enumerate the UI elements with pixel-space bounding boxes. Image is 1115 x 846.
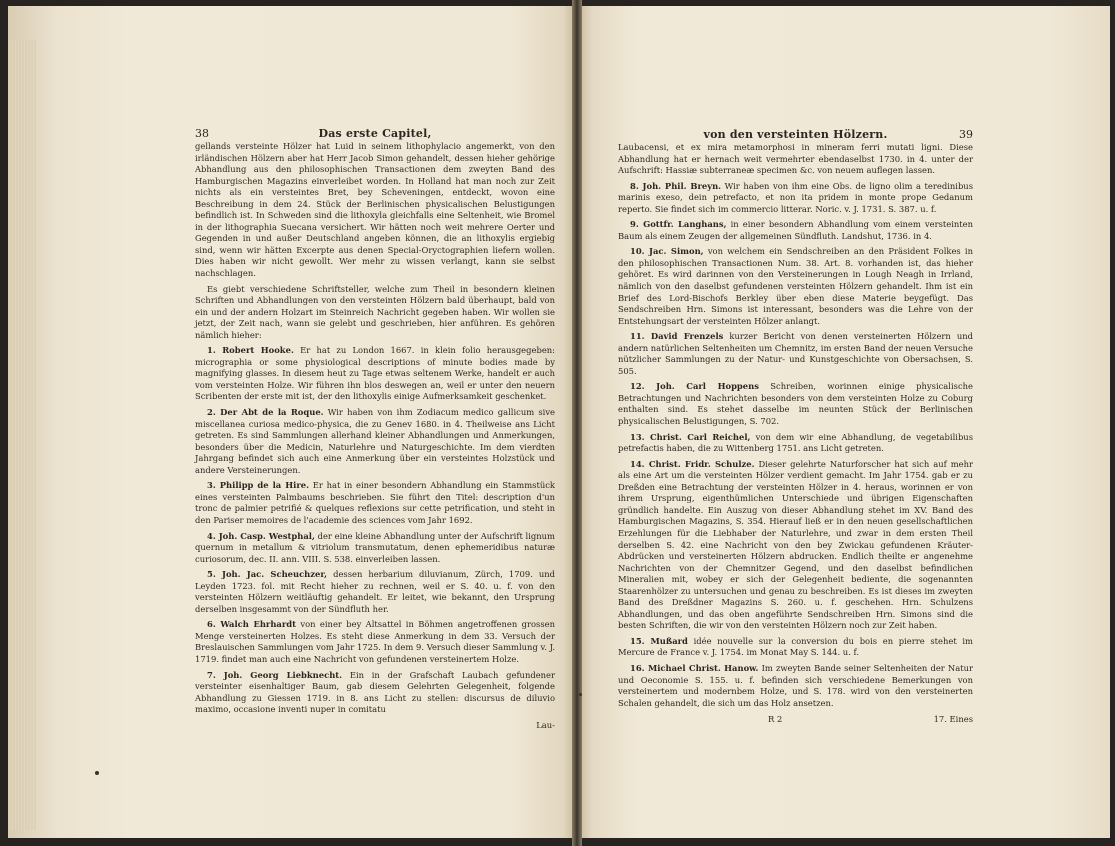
paragraph-text: gellands versteinte Hölzer hat Luid in seinem lithophylacio angemerkt, von den irländischen Hölzern aber hat Herr Jacob Simon gehandelt, dessen hieher gehörige Abhandlung aus den philosophischen Transactionen dem zweyten Band des Hamburgischen Magazins einverleibet worden. In Holland hat man noch zur Zeit nichts als ein versteintes Bret, bey Scheveningen, entdeckt, wovon eine Beschreibung in dem 24. Stück der Berlinischen physicalischen Belustigungen befindlich ist. In Schweden sind die lithoxyla gleichfalls eine Seltenheit, wie Bromel in der lithographia Suecana versichert. Wir hätten noch weit mehrere Oerter und Gegenden in und außer Deutschland angeben können, die an lithoxylis ergiebig sind, wenn wir hätten Excerpte aus denen Special-Oryctographien liefern wollen. Dies haben wir nicht gewollt. Wer mehr zu wissen verlangt, kann sie selbst nachschlagen. bbox=[195, 141, 555, 279]
paragraph bbox=[195, 345, 555, 403]
paragraph-text: Schreiben, worinnen einige physicalische Betrachtungen und Nachrichten besonders von dem versteinten Holze zu Coburg enthalten sind. Es stehet dasselbe im neunten Stück der Berlinischen physicalischen Belustigungen, S. 702. bbox=[618, 381, 973, 427]
paragraph-text: Wir haben von ihm Zodiacum medico gallicum sive miscellanea curiosa medico-physica, die zu Genev 1680. in 4. Theilweise ans Licht getreten. Es sind Sammlungen allerhand kleiner Abhandlungen und Anmerkungen, besonders über die Medicin, Naturlehre und Naturgeschichte. Im dem vierdten Jahrgang befindet sich auch eine Anmerkung über ein versteintes Holzstück und andere Versteinerungen. bbox=[195, 407, 556, 475]
paragraph-text: von einer bey Altsattel in Böhmen angetroffenen grossen Menge versteinerten Holzes. Es steht diese Anmerkung in dem 33. Versuch der Breslauischen Sammlungen vom Jahr 1725. In dem 9. Versuch dieser Sammlung v. J. 1719. findet man auch eine Nachricht von gefundenen versteinertem Holze. bbox=[195, 619, 555, 664]
page-stack-edge bbox=[8, 40, 36, 830]
ink-spot bbox=[579, 693, 582, 696]
paragraph bbox=[618, 219, 973, 242]
entry-heading: 7. Joh. Georg Liebknecht. bbox=[207, 669, 343, 680]
paragraph-text: der eine kleine Abhandlung unter der Aufschrift lignum quernum in metallum & vitriolum transmutatum, denen ephemeridibus naturæ curiosorum, dec. II. ann. VIII. S. 538. einverleiben lassen. bbox=[195, 530, 555, 564]
paragraph-text: kurzer Bericht von denen versteinerten Hölzern und andern natürlichen Seltenheiten um Chemnitz, im ersten Band der neuen Versuche nützlicher Sammlungen zu der Natur- und Kunstgeschichte von Obersachsen, S. 505. bbox=[618, 331, 973, 376]
paragraph bbox=[195, 670, 555, 716]
paragraph bbox=[618, 459, 973, 632]
right-page-footer bbox=[618, 713, 973, 725]
entry-heading: 8. Joh. Phil. Breyn. bbox=[630, 180, 722, 191]
left-paragraphs bbox=[195, 141, 555, 716]
paragraph bbox=[618, 142, 973, 177]
paragraph bbox=[195, 141, 555, 280]
paragraph bbox=[618, 636, 973, 659]
paragraph-text: Im zweyten Bande seiner Seltenheiten der Natur und Oeconomie S. 155. u. f. befinden sich verschiedene Bemerkungen von versteinertem und modernbem Holze, und S. 178. wird von den versteinerten Schalen gehandelt, die sich um das Holz ansetzen. bbox=[618, 662, 973, 708]
entry-heading: 16. Michael Christ. Hanow. bbox=[630, 662, 759, 673]
paragraph bbox=[618, 432, 973, 455]
paragraph-text: Es giebt verschiedene Schriftsteller, welche zum Theil in besondern kleinen Schriften und Abhandlungen von den versteinten Hölzern bald überhaupt, bald von ein und der andern Holzart im Steinreich Nachricht gegeben haben. Wir wollen sie jetzt, der Zeit nach, wann sie gelebt und geschrieben, hier anführen. Es gehören nämlich hieher: bbox=[195, 283, 555, 340]
entry-heading: 15. Mußard bbox=[630, 635, 688, 646]
paragraph bbox=[195, 480, 555, 526]
paragraph-text: Er hat in einer besondern Abhandlung ein Stammstück eines versteinten Palmbaums beschrieben. Sie führt den Titel: description d'un tronc de palmier petrifié & quelques reflexions sur cette petrification, und steht in den Pariser memoires de l'academie des sciences vom Jahr 1692. bbox=[195, 480, 555, 525]
entry-heading: 2. Der Abt de la Roque. bbox=[207, 407, 324, 418]
page-number: 38 bbox=[195, 127, 209, 140]
entry-heading: 11. David Frenzels bbox=[630, 331, 724, 342]
catchword: Lau- bbox=[536, 719, 555, 730]
book-gutter bbox=[572, 0, 582, 846]
catchword: 17. Eines bbox=[933, 714, 973, 725]
entry-heading: 13. Christ. Carl Reichel, bbox=[630, 431, 751, 442]
paragraph-text: von dem wir eine Abhandlung, de vegetabilibus petrefactis haben, die zu Wittenberg 1751. ans Licht getreten. bbox=[618, 431, 973, 454]
paragraph bbox=[618, 381, 973, 427]
left-running-header bbox=[195, 127, 555, 140]
paragraph-text: idée nouvelle sur la conversion du bois en pierre stehet im Mercure de France v. J. 1754. im Monat May S. 144. u. f. bbox=[618, 635, 973, 658]
paragraph-text: Ein in der Grafschaft Laubach gefundener versteinter eisenhaltiger Baum, gab diesem Gelehrten Gelegenheit, folgende Abhandlung zu Giessen 1719. in 8. ans Licht zu stellen: discursus de diluvio maximo, occasione inventi nuper in comitatu bbox=[195, 669, 556, 715]
right-page-text bbox=[618, 128, 973, 725]
page-number: 39 bbox=[959, 128, 973, 141]
running-head: von den versteinten Hölzern. bbox=[703, 128, 888, 141]
right-running-header bbox=[618, 128, 973, 141]
right-paragraphs bbox=[618, 142, 973, 709]
entry-heading: 5. Joh. Jac. Scheuchzer, bbox=[207, 569, 328, 580]
paragraph bbox=[618, 246, 973, 327]
paragraph bbox=[618, 663, 973, 709]
entry-heading: 12. Joh. Carl Hoppens bbox=[630, 381, 759, 392]
running-head: Das erste Capitel, bbox=[318, 127, 432, 140]
ink-spot bbox=[95, 771, 99, 775]
paragraph-text: Wir haben von ihm eine Obs. de ligno olim a teredinibus marinis exeso, dein petrefacto, et non ita pridem in monte prope Gedanum reperto. Sie findet sich im commercio litterar. Noric. v. J. 1731. S. 387. u. f. bbox=[618, 180, 974, 214]
entry-heading: 3. Philipp de la Hire. bbox=[207, 480, 309, 491]
paragraph-text: Laubacensi, et ex mira metamorphosi in mineram ferri mutati ligni. Diese Abhandlung hat er hernach weit vermehrter ebendaselbst 1730. in 4. unter der Aufschrift: Hassiæ subterraneæ specimen &c. von neuem auflegen lassen. bbox=[618, 142, 973, 176]
paragraph bbox=[618, 331, 973, 377]
paragraph-text: dessen herbarium diluvianum, Zürch, 1709. und Leyden 1723. fol. mit Recht hieher zu rechnen, weil er S. 40. u. f. von den versteinten Hölzern weitläuftig gehandelt. Er leitet, wie bekannt, den Ursprung derselben insgesammt von der Sündfluth her. bbox=[195, 569, 556, 614]
paragraph bbox=[195, 569, 555, 615]
paragraph-text: Dieser gelehrte Naturforscher hat sich auf mehr als eine Art um die versteinten Hölzer verdient gemacht. Im Jahr 1754. gab er zu Dreßden eine Betrachtung der versteinten Hölzer in 4. heraus, worinnen er von ihrem Ursprung, eigenthümlichen Unterschiede und übrigen Eigenschaften gründlich handelte. Ein Auszug von dieser Abhandlung stehet im XV. Band des Hamburgischen Magazins, S. 354. Hierauf ließ er in den neuen gesellschaftlichen Erzehlungen für die Liebhaber der Naturlehre, und zwar in dem ersten Theil derselben S. 42. eine Nachricht von den bey Zwickau gefundenen Kräuter-Abdrücken und versteinerten Hölzern abdrucken. Endlich theilte er angenehme Nachrichten von der Chemnitzer Gegend, und den daselbst befindlichen Mineralien mit, wobey er sich der Gelegenheit bediente, die sogenannten Staarenhölzer zu untersuchen und genau zu beschreiben. Es ist dieses im zweyten Band des Dreßdner Magazins S. 260. u. f. geschehen. Hrn. Schulzens Abhandlungen, und das oben angeführte Sendschreiben Hrn. Simons sind die besten Schriften, die wir von den versteinten Hölzern noch zur Zeit haben. bbox=[618, 458, 974, 631]
entry-heading: 1. Robert Hooke. bbox=[207, 345, 294, 356]
entry-heading: 9. Gottfr. Langhans, bbox=[630, 219, 727, 230]
left-page-text bbox=[195, 127, 555, 731]
paragraph bbox=[195, 531, 555, 566]
paragraph-text: von welchem ein Sendschreiben an den Präsident Folkes in den philosophischen Transactionen Num. 38. Art. 8. vorhanden ist, das hieher gehöret. Es wird darinnen von den Versteinerungen in Lough Neagh in Irrland, nämlich von den daselbst gefundenen versteinten Hölzern gehandelt. Ihm ist ein Brief des Lord-Bischofs Berkley über eben diese Materie beygefügt. Das Sendschreiben Hrn. Simons ist interessant, besonders was die Lehre von der Entstehungsart der versteinten Hölzer anlangt. bbox=[618, 246, 973, 326]
paragraph bbox=[618, 181, 973, 216]
paragraph-text: in einer besondern Abhandlung vom einem versteinten Baum als einem Zeugen der allgemeinen Sündfluth. Landshut, 1736. in 4. bbox=[618, 219, 973, 241]
paragraph bbox=[195, 284, 555, 342]
paragraph bbox=[195, 619, 555, 665]
paragraph bbox=[195, 407, 555, 476]
paragraph-text: Er hat zu London 1667. in klein folio herausgegeben: micrographia or some physiological descriptions of minute bodies made by magnifying glasses. In diesem heut zu Tage etwas seltenem Werke, handelt er auch vom versteinten Holze. Wir führen ihn blos deswegen an, weil er unter den neuern Scribenten der erste mit ist, der den lithoxylis einige Aufmerksamkeit geschenket. bbox=[195, 345, 555, 402]
signature-mark: R 2 bbox=[768, 714, 783, 725]
entry-heading: 10. Jac. Simon, bbox=[630, 246, 704, 257]
entry-heading: 14. Christ. Fridr. Schulze. bbox=[630, 458, 755, 469]
entry-heading: 6. Walch Ehrhardt bbox=[207, 619, 296, 630]
entry-heading: 4. Joh. Casp. Westphal, bbox=[207, 530, 315, 541]
